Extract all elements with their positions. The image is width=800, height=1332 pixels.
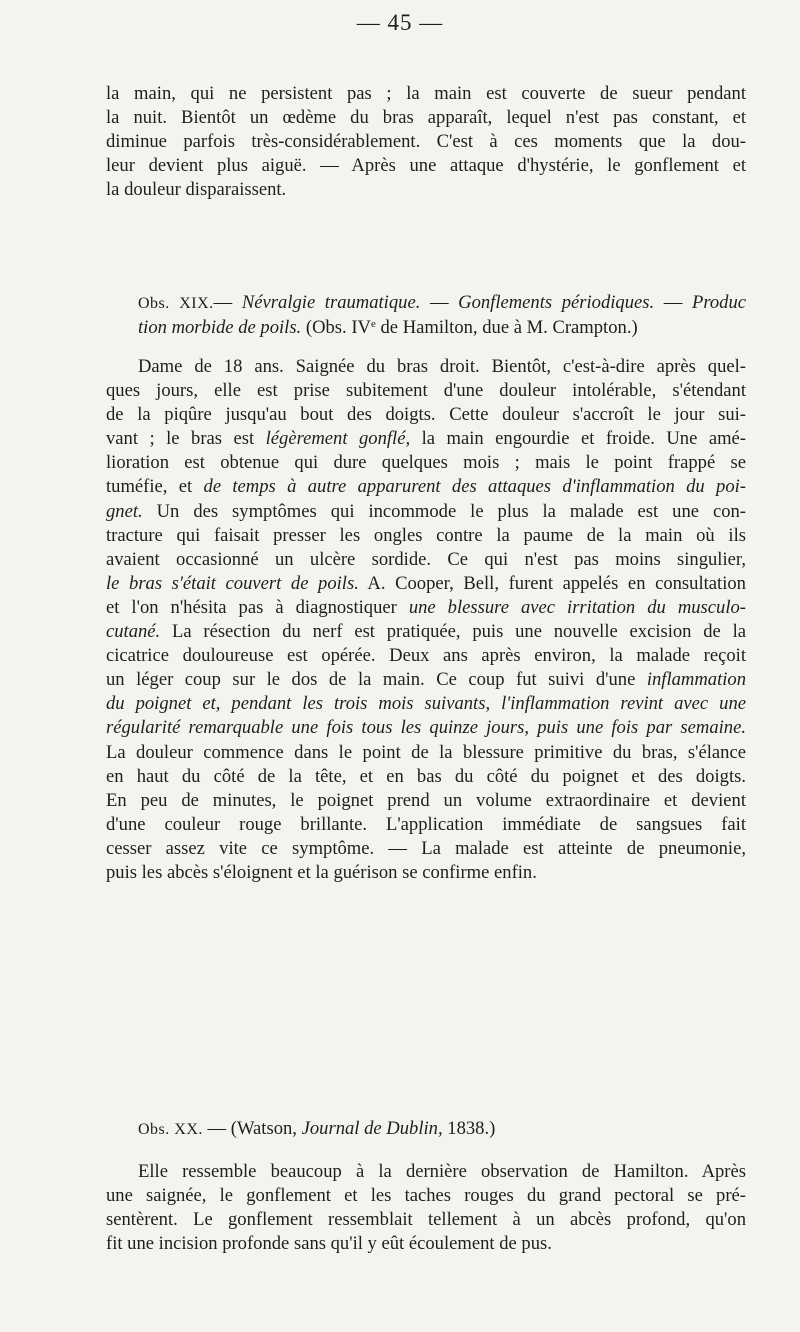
text-line: vant ; le bras est légèrement gonflé, la main engourdie et froide. Une amé- bbox=[106, 428, 746, 450]
text-line: en haut du côté de la tête, et en bas du côté du poignet et des doigts. bbox=[106, 765, 746, 787]
text-line: avaient occasionné un ulcère sordide. Ce qui n'est pas moins singulier, bbox=[106, 548, 746, 570]
text-line: tuméfie, et de temps à autre apparurent des attaques d'inflammation du poi- bbox=[106, 476, 746, 498]
obs19-body bbox=[106, 355, 746, 885]
text-line: la douleur disparaissent. bbox=[106, 179, 287, 201]
obs19-label: Obs. XIX. bbox=[138, 295, 214, 312]
text-line: la nuit. Bientôt un œdème du bras apparaît, lequel n'est pas constant, et bbox=[106, 107, 746, 129]
text-line: cesser assez vite ce symptôme. — La malade est atteinte de pneumonie, bbox=[106, 837, 746, 859]
obs19-title-a: Névralgie traumatique. bbox=[241, 292, 421, 313]
text-line: et l'on n'hésita pas à diagnostiquer une blessure avec irritation du musculo- bbox=[106, 596, 746, 618]
text-line: fit une incision profonde sans qu'il y eût écoulement de pus. bbox=[106, 1233, 552, 1255]
text-line: d'une couleur rouge brillante. L'application immédiate de sangsues fait bbox=[106, 813, 746, 835]
text-line: Dame de 18 ans. Saignée du bras droit. Bientôt, c'est-à-dire après quel- bbox=[138, 356, 746, 377]
text-line: cutané. La résection du nerf est pratiquée, puis une nouvelle excision de la bbox=[106, 621, 746, 643]
text-line: leur devient plus aiguë. — Après une attaque d'hystérie, le gonflement et bbox=[106, 155, 746, 177]
text-line: du poignet et, pendant les trois mois suivants, l'inflammation revint avec une bbox=[106, 693, 746, 715]
obs19-source-a: (Obs. IV bbox=[305, 317, 371, 339]
obs19-source-b: de Hamilton, due à M. Crampton.) bbox=[375, 317, 638, 339]
obs20-year: 1838.) bbox=[447, 1118, 496, 1139]
obs20-heading bbox=[106, 1117, 746, 1142]
obs19-title-b: Gonflements périodiques. bbox=[458, 292, 655, 313]
heading-line: Obs. XIX.— Névralgie traumatique. — Gonflements périodiques. — Produc bbox=[138, 292, 747, 313]
obs19-title-c2: tion morbide de poils. bbox=[138, 317, 302, 339]
intro-paragraph bbox=[106, 82, 746, 202]
obs20-label: Obs. XX. bbox=[138, 1121, 203, 1138]
text-line: diminue parfois très-considérablement. C'est à ces moments que la dou- bbox=[106, 131, 746, 153]
heading-line bbox=[106, 316, 746, 340]
obs20-dash: — (Watson, bbox=[207, 1118, 297, 1139]
text-line: Elle ressemble beaucoup à la dernière observation de Hamilton. Après bbox=[138, 1161, 746, 1182]
text-line: ques jours, elle est prise subitement d'une douleur intolérable, s'étendant bbox=[106, 380, 746, 402]
text-line: La douleur commence dans le point de la blessure primitive du bras, s'élance bbox=[106, 741, 746, 763]
obs20-journal: Journal de Dublin, bbox=[301, 1118, 443, 1139]
text-line: le bras s'était couvert de poils. A. Cooper, Bell, furent appelés en consultation bbox=[106, 572, 746, 594]
text-line: En peu de minutes, le poignet prend un volume extraordinaire et devient bbox=[106, 789, 746, 811]
text-line: la main, qui ne persistent pas ; la main est couverte de sueur pendant bbox=[106, 83, 746, 104]
obs19-title-c1: Produc bbox=[691, 292, 747, 313]
text-line: une saignée, le gonflement et les taches rouges du grand pectoral se pré- bbox=[106, 1185, 746, 1207]
text-line: sentèrent. Le gonflement ressemblait tellement à un abcès profond, qu'on bbox=[106, 1209, 746, 1231]
page-number: — 45 — bbox=[356, 10, 444, 35]
text-line: régularité remarquable une fois tous les quinze jours, puis une fois par semaine. bbox=[106, 717, 746, 739]
text-line: tracture qui faisait presser les ongles contre la paume de la main où ils bbox=[106, 524, 746, 546]
heading-line bbox=[106, 1117, 746, 1142]
text-line: cicatrice douloureuse est opérée. Deux ans après environ, la malade reçoit bbox=[106, 645, 746, 667]
text-line: un léger coup sur le dos de la main. Ce coup fut suivi d'une inflammation bbox=[106, 669, 746, 691]
text-line: de la piqûre jusqu'au bout des doigts. Cette douleur s'accroît le jour sui- bbox=[106, 404, 746, 426]
text-line: lioration est obtenue qui dure quelques mois ; mais le point frappé se bbox=[106, 452, 746, 474]
obs19-heading bbox=[106, 291, 746, 340]
obs19-source-sup: e bbox=[370, 318, 376, 331]
obs20-body bbox=[106, 1160, 746, 1256]
text-line: gnet. Un des symptômes qui incommode le plus la malade est une con- bbox=[106, 500, 746, 522]
text-line: puis les abcès s'éloignent et la guérison se confirme enfin. bbox=[106, 861, 537, 883]
